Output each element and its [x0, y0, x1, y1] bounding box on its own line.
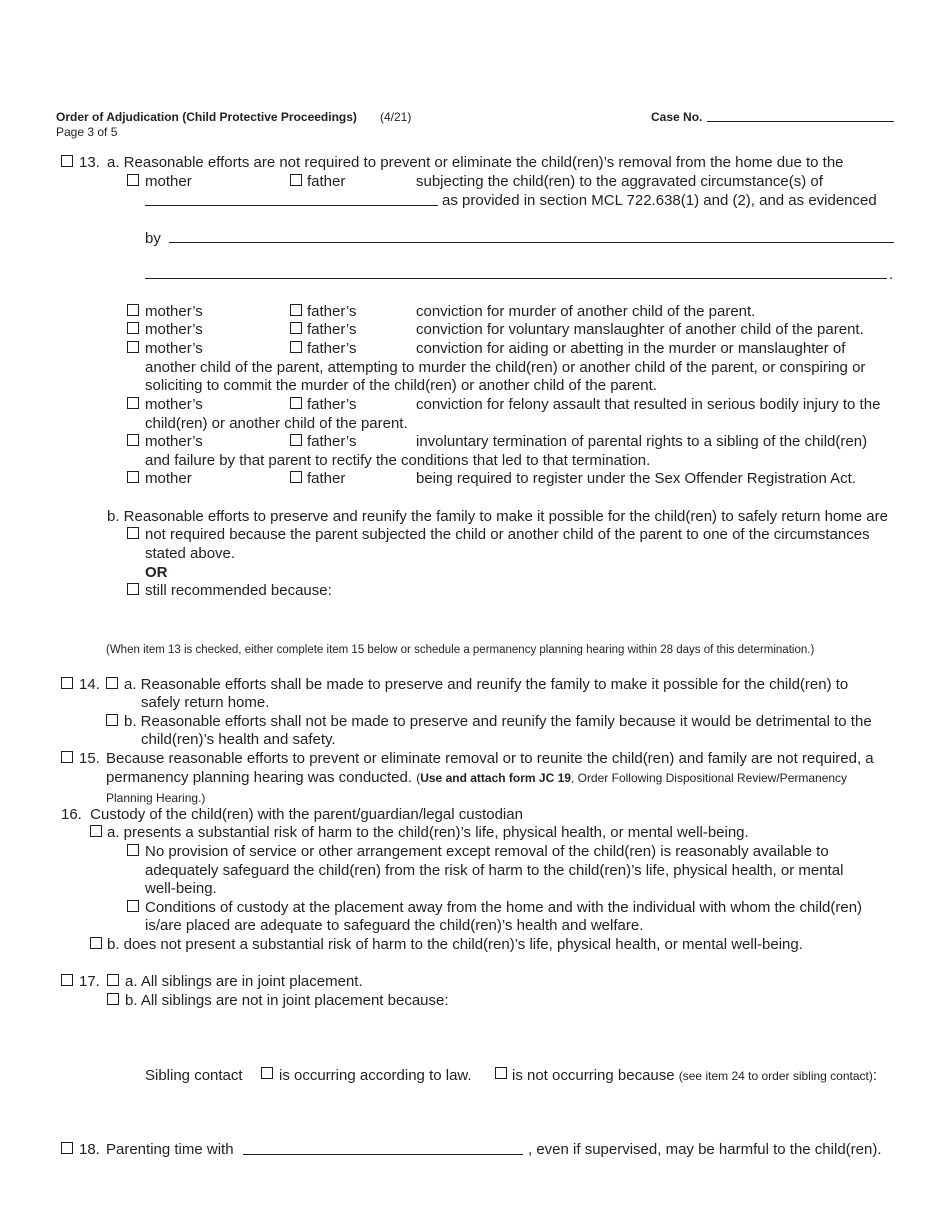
item13-father-label: father	[307, 173, 346, 190]
row3-mother-label: mother’s	[145, 340, 203, 357]
row1-father-checkbox[interactable]	[290, 304, 302, 316]
item13-b-still-recommended-label: still recommended because:	[145, 582, 332, 599]
item16-a2-line1: Conditions of custody at the placement away from the home and with the individual with whom the child(ren)	[145, 899, 863, 916]
item13-father-checkbox[interactable]	[290, 174, 302, 186]
item15-line1: Because reasonable efforts to prevent or eliminate removal or to reunite the child(ren) and family are not required, a	[106, 750, 874, 767]
item13-a-text: a. Reasonable efforts are not required to prevent or eliminate the child(ren)’s removal from the home due to the	[107, 154, 844, 171]
row4-mother-label: mother’s	[145, 396, 203, 413]
parenting-time-with-field[interactable]	[243, 1154, 523, 1155]
evidence-field-line1[interactable]	[169, 242, 894, 243]
item14-a-checkbox[interactable]	[106, 677, 118, 689]
item17-a-text: a. All siblings are in joint placement.	[125, 973, 363, 990]
row6-father-label: father	[307, 470, 346, 487]
not-occurring-colon: :	[872, 1067, 878, 1084]
row4-father-label: father’s	[307, 396, 357, 413]
sibling-contact-not-occurring	[512, 1067, 877, 1085]
case-no-field[interactable]	[707, 121, 894, 122]
row3-mother-checkbox[interactable]	[127, 341, 139, 353]
item13-mother-label: mother	[145, 173, 192, 190]
item17-checkbox[interactable]	[61, 974, 73, 986]
row5-mother-checkbox[interactable]	[127, 434, 139, 446]
item13-note: (When item 13 is checked, either complete item 15 below or schedule a permanency planning hearing within 28 days of this determination.)	[106, 644, 815, 656]
item15-line2-rest: , Order Following Dispositional Review/Permanency	[570, 771, 848, 785]
item16-heading: 16. Custody of the child(ren) with the parent/guardian/legal custodian	[61, 806, 523, 823]
aggravated-circumstance-field[interactable]	[145, 205, 438, 206]
item13-b-still-recommended-checkbox[interactable]	[127, 583, 139, 595]
row2-father-label: father’s	[307, 321, 357, 338]
item16-b-checkbox[interactable]	[90, 937, 102, 949]
item16-a2-line2: is/are placed are adequate to safeguard the child(ren)’s health and welfare.	[145, 917, 644, 934]
row6-mother-checkbox[interactable]	[127, 471, 139, 483]
item14-b-line2: child(ren)’s health and safety.	[141, 731, 336, 748]
item16-a-text: a. presents a substantial risk of harm to the child(ren)’s life, physical health, or mental well-being.	[107, 824, 749, 841]
form-version: (4/21)	[380, 110, 412, 124]
item17-b-text: b. All siblings are not in joint placement because:	[125, 992, 449, 1009]
sibling-contact-not-occurring-checkbox[interactable]	[495, 1067, 507, 1079]
item17-b-checkbox[interactable]	[107, 993, 119, 1005]
row1-father-label: father’s	[307, 303, 357, 320]
item13-b-text: b. Reasonable efforts to preserve and reunify the family to make it possible for the child(ren) to safely return home are	[107, 508, 888, 525]
item13-b-not-required-checkbox[interactable]	[127, 527, 139, 539]
item16-a2-checkbox[interactable]	[127, 900, 139, 912]
row3-continuation-2: soliciting to commit the murder of the child(ren) or another child of the parent.	[145, 377, 657, 394]
row4-father-checkbox[interactable]	[290, 397, 302, 409]
row6-description: being required to register under the Sex Offender Registration Act.	[416, 470, 856, 487]
row3-description: conviction for aiding or abetting in the murder or manslaughter of	[416, 340, 846, 357]
item17-number: 17.	[79, 973, 100, 990]
row1-mother-checkbox[interactable]	[127, 304, 139, 316]
item13-subjecting-text: subjecting the child(ren) to the aggravated circumstance(s) of	[416, 173, 823, 190]
row5-mother-label: mother’s	[145, 433, 203, 450]
item16-a1-line3: well-being.	[145, 880, 217, 897]
item15-checkbox[interactable]	[61, 751, 73, 763]
item14-b-checkbox[interactable]	[106, 714, 118, 726]
row5-father-label: father’s	[307, 433, 357, 450]
row5-description: involuntary termination of parental rights to a sibling of the child(ren)	[416, 433, 868, 450]
item14-a-line2: safely return home.	[141, 694, 270, 711]
row1-mother-label: mother’s	[145, 303, 203, 320]
item15-form-ref: Use and attach form JC 19	[420, 771, 571, 785]
row3-father-label: father’s	[307, 340, 357, 357]
row3-father-checkbox[interactable]	[290, 341, 302, 353]
item13-b-not-required-line2: stated above.	[145, 545, 236, 562]
item16-a1-line1: No provision of service or other arrangement except removal of the child(ren) is reasonably available to	[145, 843, 829, 860]
item16-a1-checkbox[interactable]	[127, 844, 139, 856]
evidence-period: .	[889, 266, 894, 283]
see-item-24-note: (see item 24 to order sibling contact)	[678, 1069, 873, 1083]
row1-description: conviction for murder of another child of the parent.	[416, 303, 756, 320]
row6-father-checkbox[interactable]	[290, 471, 302, 483]
item14-b-line1: b. Reasonable efforts shall not be made to preserve and reunify the family because it would be detrimental to the	[124, 713, 872, 730]
sibling-contact-label: Sibling contact	[145, 1067, 243, 1084]
item17-a-checkbox[interactable]	[107, 974, 119, 986]
item13-by-label: by	[145, 230, 161, 247]
item15-line2-main: permanency planning hearing was conducted.	[106, 769, 413, 786]
row4-mother-checkbox[interactable]	[127, 397, 139, 409]
row4-continuation-1: child(ren) or another child of the parent.	[145, 415, 408, 432]
row3-continuation-1: another child of the parent, attempting to murder the child(ren) or another child of the parent, or conspiring or	[145, 359, 866, 376]
evidence-field-line2[interactable]	[145, 278, 887, 279]
row2-mother-checkbox[interactable]	[127, 322, 139, 334]
item18-number: 18.	[79, 1141, 100, 1158]
item18-parenting-label: Parenting time with	[106, 1141, 234, 1158]
row4-description: conviction for felony assault that resulted in serious bodily injury to the	[416, 396, 881, 413]
form-title: Order of Adjudication (Child Protective Proceedings)	[56, 110, 357, 124]
item14-a-line1: a. Reasonable efforts shall be made to preserve and reunify the family to make it possible for the child(ren) to	[124, 676, 849, 693]
not-occurring-label: is not occurring because	[512, 1067, 675, 1084]
page-number: Page 3 of 5	[56, 125, 118, 139]
row2-mother-label: mother’s	[145, 321, 203, 338]
item13-mother-checkbox[interactable]	[127, 174, 139, 186]
item15-line3: Planning Hearing.)	[106, 791, 206, 805]
item18-harmful-text: , even if supervised, may be harmful to the child(ren).	[528, 1141, 882, 1158]
case-no-label: Case No.	[651, 110, 703, 124]
item16-b-text: b. does not present a substantial risk of harm to the child(ren)’s life, physical health, or mental well-being.	[107, 936, 803, 953]
item13-b-not-required-line1: not required because the parent subjected the child or another child of the parent to one of the circumstances	[145, 526, 870, 543]
item14-checkbox[interactable]	[61, 677, 73, 689]
item13-number: 13.	[79, 154, 100, 171]
item18-checkbox[interactable]	[61, 1142, 73, 1154]
item13-as-provided-text: as provided in section MCL 722.638(1) and (2), and as evidenced	[442, 192, 877, 209]
sibling-contact-occurring-label: is occurring according to law.	[279, 1067, 472, 1084]
item13-checkbox[interactable]	[61, 155, 73, 167]
item15-line2	[106, 769, 847, 787]
row2-description: conviction for voluntary manslaughter of another child of the parent.	[416, 321, 864, 338]
row5-continuation-1: and failure by that parent to rectify the conditions that led to that termination.	[145, 452, 651, 469]
item16-a-checkbox[interactable]	[90, 825, 102, 837]
item14-number: 14.	[79, 676, 100, 693]
row5-father-checkbox[interactable]	[290, 434, 302, 446]
item15-line2-open: (	[416, 771, 421, 785]
item15-number: 15.	[79, 750, 100, 767]
sibling-contact-occurring-checkbox[interactable]	[261, 1067, 273, 1079]
item13-b-or: OR	[145, 564, 168, 581]
row6-mother-label: mother	[145, 470, 192, 487]
row2-father-checkbox[interactable]	[290, 322, 302, 334]
item16-a1-line2: adequately safeguard the child(ren) from the risk of harm to the child(ren)’s life, physical health, or mental	[145, 862, 844, 879]
